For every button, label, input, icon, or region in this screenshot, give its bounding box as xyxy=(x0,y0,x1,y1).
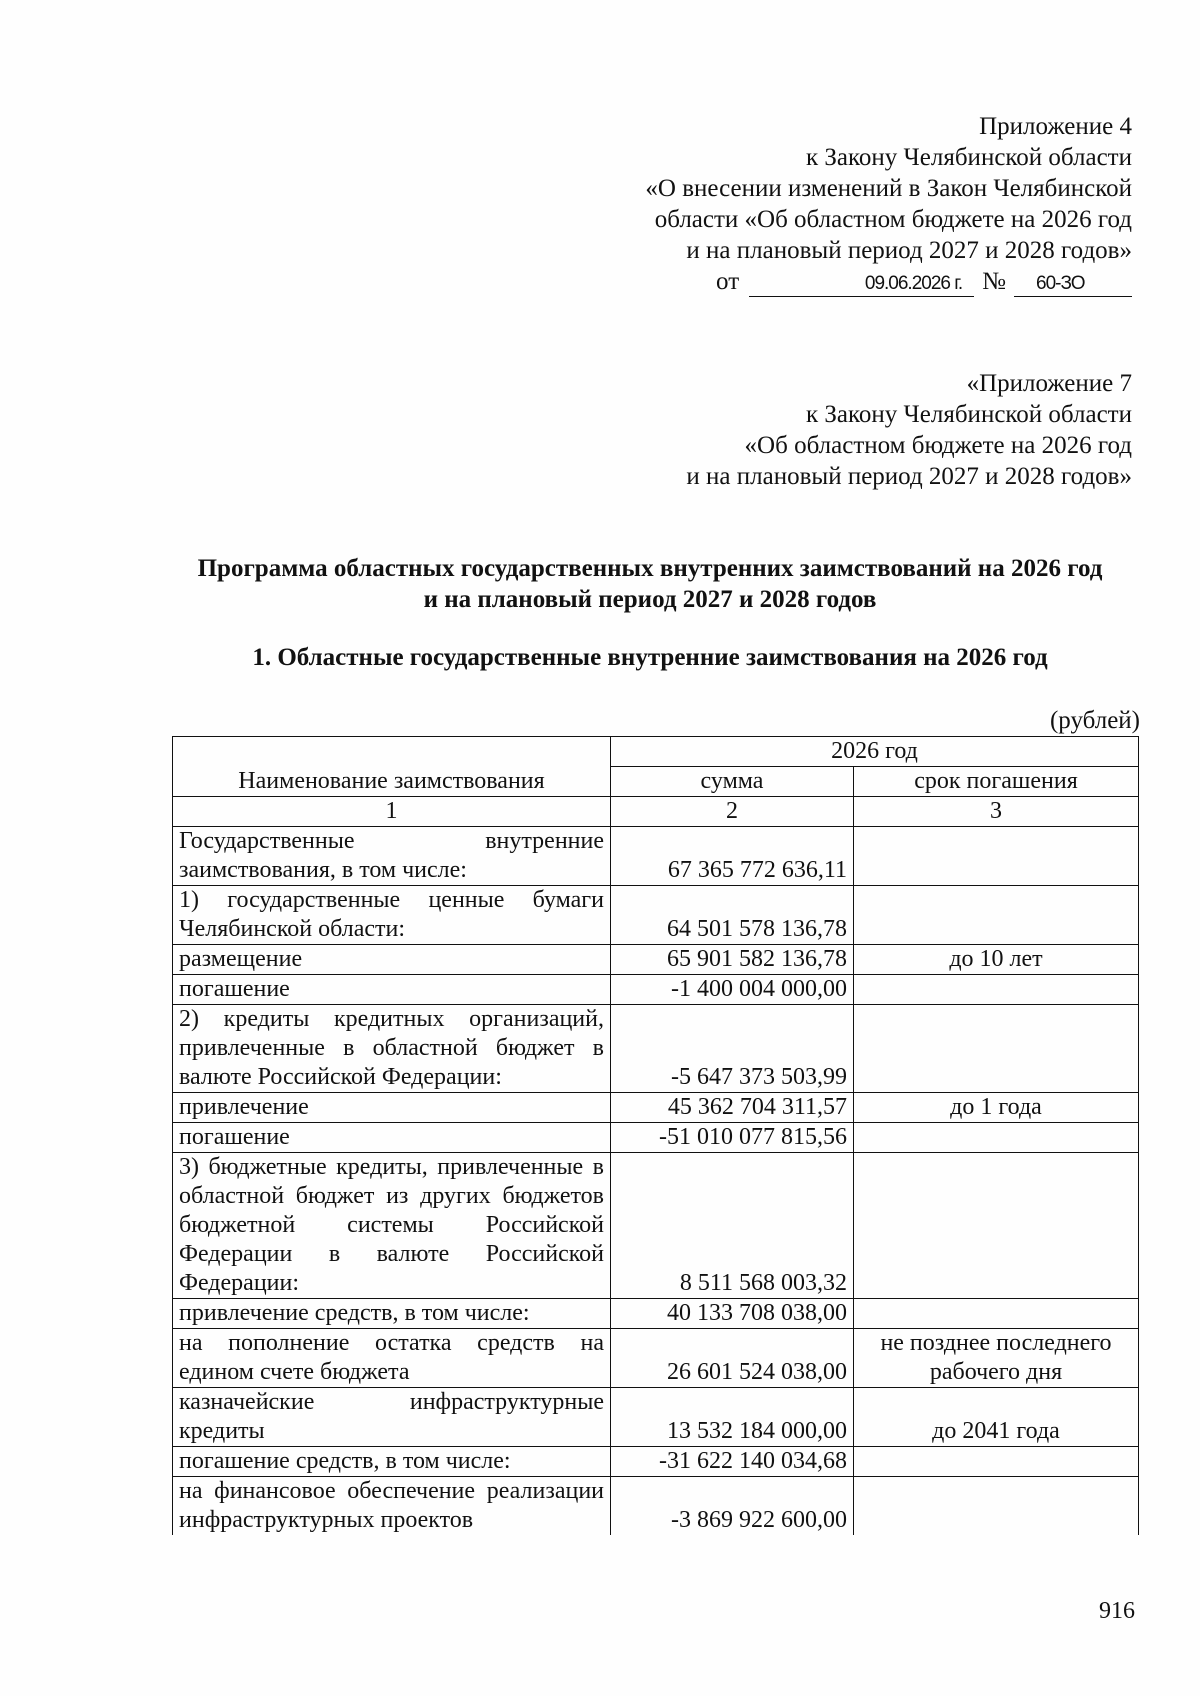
annex-line: и на плановый период 2027 и 2028 годов» xyxy=(686,463,1132,490)
units-label: (рублей) xyxy=(1049,707,1140,734)
table-row xyxy=(173,1299,1139,1329)
row-name: размещение xyxy=(173,945,611,975)
header-row xyxy=(173,737,1139,767)
table-row xyxy=(173,1123,1139,1153)
section-title: 1. Областные государственные внутренние заимствования на 2026 год xyxy=(252,644,1048,671)
row-sum: -31 622 140 034,68 xyxy=(611,1447,854,1477)
row-term xyxy=(854,1005,1139,1093)
row-term xyxy=(854,1299,1139,1329)
title-line: Программа областных государственных внутренних заимствований на 2026 год xyxy=(197,555,1103,582)
row-sum: -3 869 922 600,00 xyxy=(611,1477,854,1536)
row-sum: -51 010 077 815,56 xyxy=(611,1123,854,1153)
row-name: привлечение xyxy=(173,1093,611,1123)
row-name: 3) бюджетные кредиты, привлеченные в областной бюджет из других бюджетов бюджетной системы Российской Федерации в валюте Российской Федерации: xyxy=(173,1153,611,1299)
row-term: до 10 лет xyxy=(854,945,1139,975)
row-name: погашение xyxy=(173,1123,611,1153)
law-number: 60-ЗО xyxy=(1014,272,1132,297)
law-date: 09.06.2026 г. xyxy=(749,272,974,297)
annex-line: «О внесении изменений в Закон Челябинской xyxy=(645,175,1132,202)
row-sum: 65 901 582 136,78 xyxy=(611,945,854,975)
row-term xyxy=(854,975,1139,1005)
column-number: 2 xyxy=(611,797,854,827)
row-term: до 1 года xyxy=(854,1093,1139,1123)
row-name: привлечение средств, в том числе: xyxy=(173,1299,611,1329)
annex-line: к Закону Челябинской области xyxy=(806,401,1132,428)
row-sum: 67 365 772 636,11 xyxy=(611,827,854,886)
row-sum: 8 511 568 003,32 xyxy=(611,1153,854,1299)
annex-line: к Закону Челябинской области xyxy=(806,144,1132,171)
annex-line: Приложение 4 xyxy=(979,113,1132,140)
table-row xyxy=(173,1005,1139,1093)
table-row xyxy=(173,945,1139,975)
row-sum: 13 532 184 000,00 xyxy=(611,1388,854,1447)
row-name: казначейские инфраструктурные кредиты xyxy=(173,1388,611,1447)
table-row xyxy=(173,827,1139,886)
page-number: 916 xyxy=(1099,1598,1135,1624)
row-sum: 26 601 524 038,00 xyxy=(611,1329,854,1388)
row-term xyxy=(854,827,1139,886)
column-numbers-row xyxy=(173,797,1139,827)
row-term xyxy=(854,1153,1139,1299)
row-term xyxy=(854,886,1139,945)
column-number: 1 xyxy=(173,797,611,827)
table-row xyxy=(173,1093,1139,1123)
annex-7-header xyxy=(686,368,1132,492)
row-term: не позднее последнего рабочего дня xyxy=(854,1329,1139,1388)
title-line: и на плановый период 2027 и 2028 годов xyxy=(423,586,877,613)
row-name: на финансовое обеспечение реализации инфраструктурных проектов xyxy=(173,1477,611,1536)
table-row xyxy=(173,975,1139,1005)
row-term: до 2041 года xyxy=(854,1388,1139,1447)
header-name: Наименование заимствования xyxy=(173,737,611,797)
row-sum: 40 133 708 038,00 xyxy=(611,1299,854,1329)
row-term xyxy=(854,1447,1139,1477)
number-label: № xyxy=(982,268,1006,295)
row-sum: 64 501 578 136,78 xyxy=(611,886,854,945)
row-name: 2) кредиты кредитных организаций, привлеченные в областной бюджет в валюте Российской Федерации: xyxy=(173,1005,611,1093)
annex-4-header xyxy=(645,111,1132,297)
header-sum: сумма xyxy=(611,767,854,797)
row-sum: -5 647 373 503,99 xyxy=(611,1005,854,1093)
borrowings-table xyxy=(172,736,1139,1535)
table-row xyxy=(173,1477,1139,1536)
document-title xyxy=(160,553,1140,615)
row-sum: -1 400 004 000,00 xyxy=(611,975,854,1005)
annex-line: «Приложение 7 xyxy=(966,370,1132,397)
column-number: 3 xyxy=(854,797,1139,827)
row-name: 1) государственные ценные бумаги Челябинской области: xyxy=(173,886,611,945)
table-row xyxy=(173,886,1139,945)
row-term xyxy=(854,1477,1139,1536)
row-name: погашение xyxy=(173,975,611,1005)
row-name: на пополнение остатка средств на едином счете бюджета xyxy=(173,1329,611,1388)
row-sum: 45 362 704 311,57 xyxy=(611,1093,854,1123)
law-date-line xyxy=(645,266,1132,297)
header-term: срок погашения xyxy=(854,767,1139,797)
table-row xyxy=(173,1153,1139,1299)
table-row xyxy=(173,1329,1139,1388)
header-year: 2026 год xyxy=(611,737,1139,767)
annex-line: «Об областном бюджете на 2026 год xyxy=(744,432,1132,459)
table-row xyxy=(173,1447,1139,1477)
row-name: погашение средств, в том числе: xyxy=(173,1447,611,1477)
from-label: от xyxy=(716,268,740,295)
annex-line: области «Об областном бюджете на 2026 год xyxy=(654,206,1132,233)
annex-line: и на плановый период 2027 и 2028 годов» xyxy=(686,237,1132,264)
row-term xyxy=(854,1123,1139,1153)
row-name: Государственные внутренние заимствования, в том числе: xyxy=(173,827,611,886)
table-row xyxy=(173,1388,1139,1447)
